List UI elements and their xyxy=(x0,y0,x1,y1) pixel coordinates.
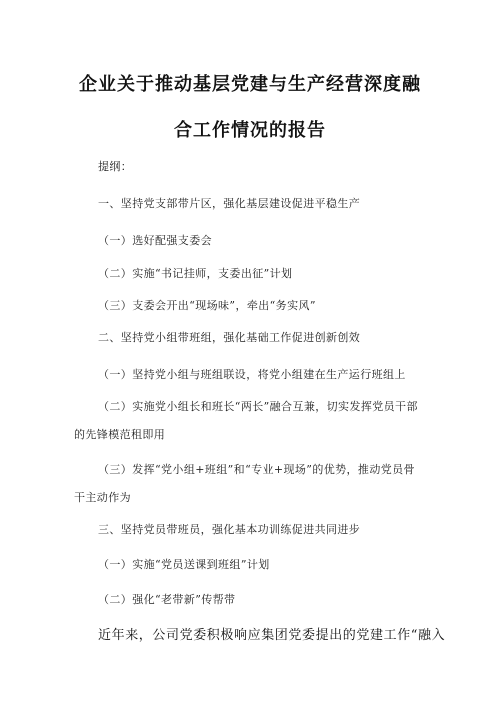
outline-item-2-2-cont: 的先锋模范租即用 xyxy=(74,428,166,441)
outline-item-1-3: （三）支委会开出“现场味”，牵出“务实风” xyxy=(98,299,316,312)
outline-section-1: 一、坚持党支部带片区，强化基层建设促进平稳生产 xyxy=(98,197,361,210)
report-title-line-1: 企业关于推动基层党建与生产经营深度融 xyxy=(79,74,421,95)
outline-item-3-1: （一）实施“党员送课到班组”计划 xyxy=(98,558,270,571)
body-paragraph-first-line: 近年来，公司党委积极响应集团党委提出的党建工作“融入 xyxy=(98,628,446,643)
outline-item-3-2: （二）强化“老带新”传帮带 xyxy=(98,593,236,606)
outline-section-2: 二、坚持党小组带班组，强化基础工作促进创新创效 xyxy=(98,331,361,344)
outline-item-1-1: （一）选好配强支委会 xyxy=(98,234,212,247)
report-title-line-2: 合工作情况的报告 xyxy=(174,120,326,141)
outline-item-1-2: （二）实施“书记挂师，支委出征”计划 xyxy=(98,267,293,280)
outline-item-2-1: （一）坚持党小组与班组联设，将党小组建在生产运行班组上 xyxy=(98,368,406,381)
outline-item-2-2: （二）实施党小组长和班长“两长”融合互兼，切实发挥党员干部 xyxy=(98,400,418,413)
outline-section-3: 三、坚持党员带班员，强化基本功训练促进共同进步 xyxy=(98,523,361,536)
outline-label: 提纲： xyxy=(98,160,133,173)
outline-item-2-3-cont: 干主动作为 xyxy=(74,491,131,504)
outline-item-2-3: （三）发挥“党小组+班组”和“专业+现场”的优势，推动党员骨 xyxy=(98,463,415,476)
